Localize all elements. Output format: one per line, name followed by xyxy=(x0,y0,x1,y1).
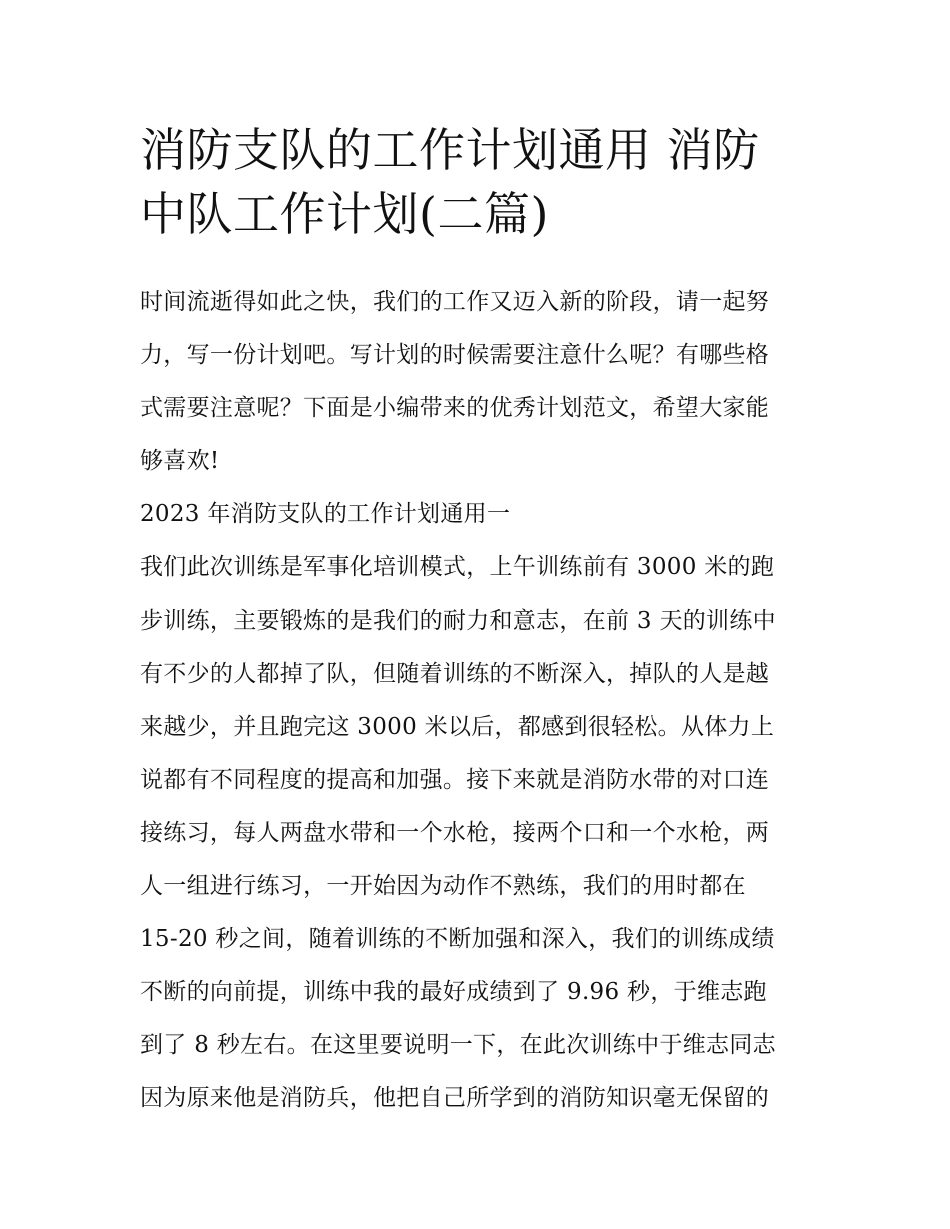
paragraph-line-9: 不断的向前提，训练中我的最好成绩到了 9.96 秒，于维志跑 xyxy=(140,979,767,1006)
intro-line-1: 时间流逝得如此之快，我们的工作又迈入新的阶段，请一起努 xyxy=(140,289,770,315)
paragraph-line-3: 有不少的人都掉了队，但随着训练的不断深入，掉队的人是越 xyxy=(140,660,770,687)
title-line-1: 消防支队的工作计划通用 消防 xyxy=(140,123,760,177)
paragraph-line-2: 步训练，主要锻炼的是我们的耐力和意志，在前 3 天的训练中 xyxy=(140,607,776,634)
intro-line-3: 式需要注意呢？下面是小编带来的优秀计划范文，希望大家能 xyxy=(140,395,770,422)
title-line-2: 中队工作计划(二篇) xyxy=(140,187,549,241)
paragraph-line-10: 到了 8 秒左右。在这里要说明一下，在此次训练中于维志同志 xyxy=(140,1032,776,1059)
document-body xyxy=(140,276,820,1126)
paragraph-line-6: 接练习，每人两盘水带和一个水枪，接两个口和一个水枪，两 xyxy=(140,819,770,846)
paragraph-line-1: 我们此次训练是军事化培训模式，上午训练前有 3000 米的跑 xyxy=(140,554,775,581)
paragraph-line-7: 人一组进行练习，一开始因为动作不熟练，我们的用时都在 xyxy=(140,873,746,900)
document-title xyxy=(140,118,820,246)
paragraph-line-8: 15-20 秒之间，随着训练的不断加强和深入，我们的训练成绩 xyxy=(140,926,775,953)
intro-line-4: 够喜欢! xyxy=(140,448,220,475)
paragraph-line-5: 说都有不同程度的提高和加强。接下来就是消防水带的对口连 xyxy=(140,766,770,793)
intro-line-2: 力，写一份计划吧。写计划的时候需要注意什么呢？有哪些格 xyxy=(140,342,770,369)
section-heading: 2023 年消防支队的工作计划通用一 xyxy=(140,501,511,528)
paragraph-line-11: 因为原来他是消防兵，他把自己所学到的消防知识毫无保留的 xyxy=(140,1085,770,1112)
paragraph-line-4: 来越少，并且跑完这 3000 米以后，都感到很轻松。从体力上 xyxy=(140,713,775,740)
